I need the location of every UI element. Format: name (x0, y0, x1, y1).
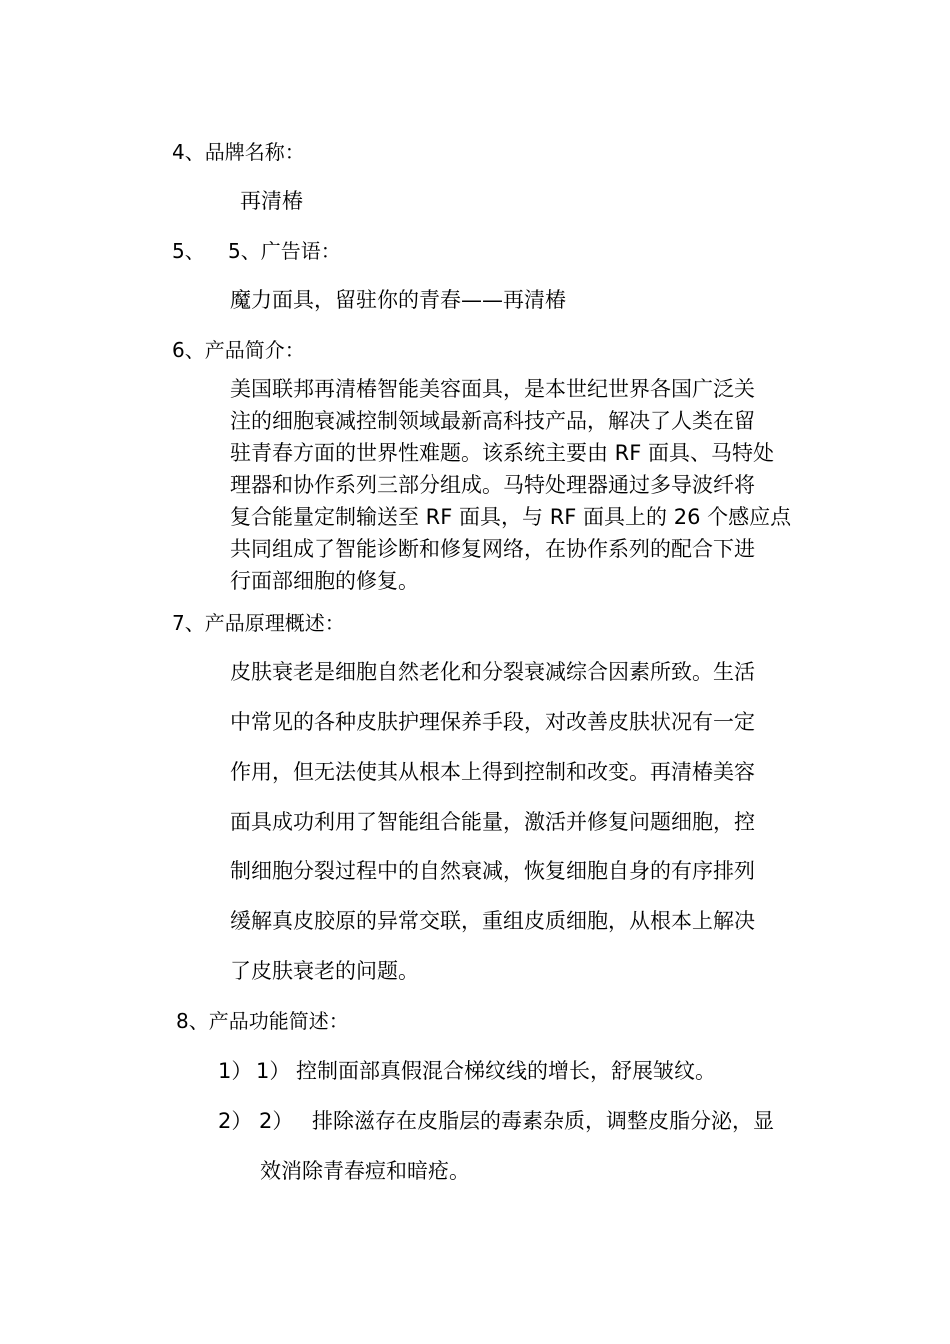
principle-line: 了皮肤衰老的问题。 (230, 959, 419, 983)
section-7-heading: 7、产品原理概述： (172, 611, 345, 635)
section-4-heading: 4、品牌名称： (172, 140, 305, 164)
section-5-number: 5、 (172, 239, 205, 263)
intro-line: 行面部细胞的修复。 (230, 569, 419, 593)
function-item-2-continuation: 效消除青春痘和暗疮。 (260, 1159, 470, 1183)
principle-line: 面具成功利用了智能组合能量，激活并修复问题细胞，控 (230, 810, 755, 834)
intro-line: 驻青春方面的世界性难题。该系统主要由 RF 面具、马特处 (230, 441, 775, 465)
section-5-heading: 5、广告语： (228, 239, 341, 263)
function-item-1-number: 1） (218, 1059, 253, 1083)
section-6-heading: 6、产品简介： (172, 338, 305, 362)
principle-line: 制细胞分裂过程中的自然衰减，恢复细胞自身的有序排列 (230, 859, 755, 883)
function-item-1-subnumber: 1） (256, 1059, 291, 1083)
function-item-1-text: 控制面部真假混合梯纹线的增长，舒展皱纹。 (296, 1059, 716, 1083)
slogan: 魔力面具，留驻你的青春——再清椿 (230, 288, 566, 312)
principle-line: 中常见的各种皮肤护理保养手段，对改善皮肤状况有一定 (230, 710, 755, 734)
function-item-2-subnumber: 2） (259, 1109, 294, 1133)
intro-line: 复合能量定制输送至 RF 面具，与 RF 面具上的 26 个感应点 (230, 505, 792, 529)
principle-line: 皮肤衰老是细胞自然老化和分裂衰减综合因素所致。生活 (230, 660, 755, 684)
section-8-heading: 8、产品功能简述： (176, 1009, 349, 1033)
brand-name: 再清椿 (240, 189, 303, 213)
function-item-2-number: 2） (218, 1109, 253, 1133)
intro-line: 理器和协作系列三部分组成。马特处理器通过多导波纤将 (230, 473, 755, 497)
function-item-2-text: 排除滋存在皮脂层的毒素杂质，调整皮脂分泌，显 (312, 1109, 774, 1133)
intro-line: 注的细胞衰减控制领域最新高科技产品，解决了人类在留 (230, 409, 755, 433)
principle-line: 缓解真皮胶原的异常交联，重组皮质细胞，从根本上解决 (230, 909, 755, 933)
intro-line: 美国联邦再清椿智能美容面具，是本世纪世界各国广泛关 (230, 377, 755, 401)
intro-line: 共同组成了智能诊断和修复网络，在协作系列的配合下进 (230, 537, 755, 561)
principle-line: 作用，但无法使其从根本上得到控制和改变。再清椿美容 (230, 760, 755, 784)
